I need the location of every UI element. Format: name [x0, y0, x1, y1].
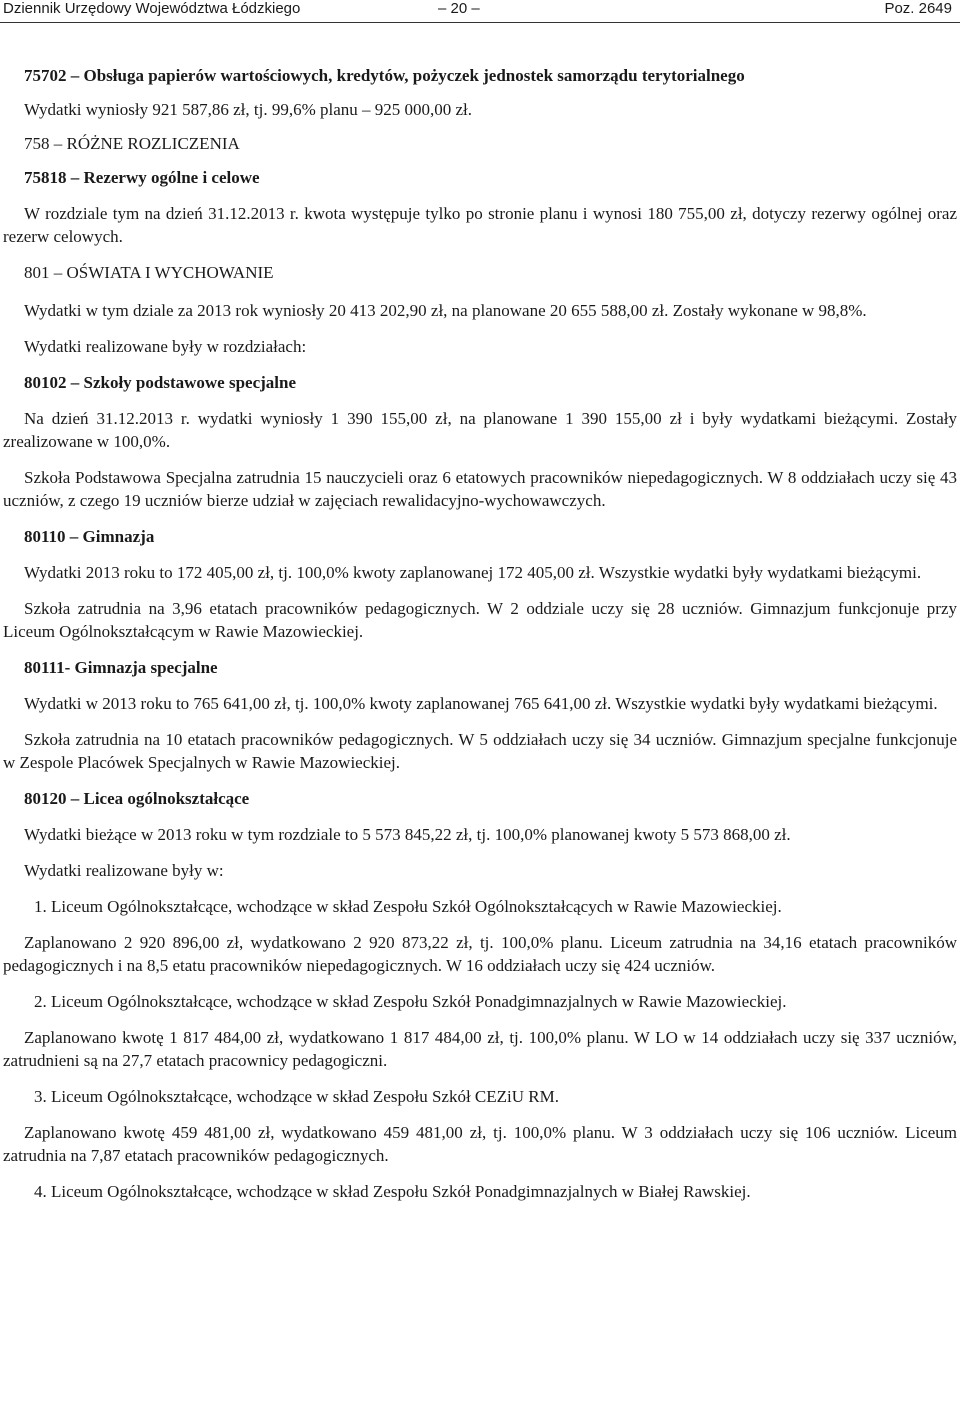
- paragraph: Szkoła zatrudnia na 3,96 etatach pracowników pedagogicznych. W 2 oddziale uczy się 28 uczniów. Gimnazjum funkcjonuje przy Liceum Ogólnokształcącym w Rawie Mazowieckiej.: [3, 599, 957, 641]
- section-heading: 80111- Gimnazja specjalne: [24, 658, 218, 677]
- paragraph: Zaplanowano kwotę 1 817 484,00 zł, wydatkowano 1 817 484,00 zł, tj. 100,0% planu. W LO w 14 oddziałach uczy się 337 uczniów, zatrudnieni są na 27,7 etatach pracownicy pedagogiczni.: [3, 1028, 957, 1070]
- paragraph: Na dzień 31.12.2013 r. wydatki wyniosły 1 390 155,00 zł, na planowane 1 390 155,00 zł i były wydatkami bieżącymi. Zostały zrealizowane w 100,0%.: [3, 409, 957, 451]
- paragraph: Wydatki 2013 roku to 172 405,00 zł, tj. 100,0% kwoty zaplanowanej 172 405,00 zł. Wszystkie wydatki były wydatkami bieżącymi.: [24, 563, 922, 582]
- position-number: Poz. 2649: [884, 0, 952, 17]
- header-divider: [0, 22, 960, 23]
- list-item: 1. Liceum Ogólnokształcące, wchodzące w skład Zespołu Szkół Ogólnokształcących w Rawie Mazowieckiej.: [34, 897, 782, 916]
- document-body: [3, 64, 957, 1203]
- list-item: 3. Liceum Ogólnokształcące, wchodzące w skład Zespołu Szkół CEZiU RM.: [34, 1087, 559, 1106]
- paragraph: Wydatki w 2013 roku to 765 641,00 zł, tj. 100,0% kwoty zaplanowanej 765 641,00 zł. Wszystkie wydatki były wydatkami bieżącymi.: [24, 694, 938, 713]
- paragraph: W rozdziale tym na dzień 31.12.2013 r. kwota występuje tylko po stronie planu i wynosi 180 755,00 zł, dotyczy rezerwy ogólnej oraz rezerw celowych.: [3, 204, 957, 246]
- list-item: 2. Liceum Ogólnokształcące, wchodzące w skład Zespołu Szkół Ponadgimnazjalnych w Rawie Mazowieckiej.: [34, 992, 787, 1011]
- paragraph: Wydatki wyniosły 921 587,86 zł, tj. 99,6% planu – 925 000,00 zł.: [24, 100, 473, 119]
- paragraph: Szkoła zatrudnia na 10 etatach pracowników pedagogicznych. W 5 oddziałach uczy się 34 uczniów. Gimnazjum specjalne funkcjonuje w Zespole Placówek Specjalnych w Rawie Mazowieckiej.: [3, 730, 957, 772]
- page-header: [0, 0, 960, 22]
- section-heading: 80110 – Gimnazja: [24, 527, 155, 546]
- list-item: 4. Liceum Ogólnokształcące, wchodzące w skład Zespołu Szkół Ponadgimnazjalnych w Białej Rawskiej.: [34, 1182, 751, 1201]
- section-heading: 80102 – Szkoły podstawowe specjalne: [24, 373, 297, 392]
- section-heading: 758 – RÓŻNE ROZLICZENIA: [24, 134, 240, 153]
- page-number: – 20 –: [438, 0, 480, 17]
- paragraph: Wydatki w tym dziale za 2013 rok wyniosły 20 413 202,90 zł, na planowane 20 655 588,00 zł. Zostały wykonane w 98,8%.: [24, 301, 867, 320]
- paragraph: Wydatki bieżące w 2013 roku w tym rozdziale to 5 573 845,22 zł, tj. 100,0% planowanej kwoty 5 573 868,00 zł.: [24, 825, 791, 844]
- section-heading: 75818 – Rezerwy ogólne i celowe: [24, 168, 260, 187]
- journal-title: Dziennik Urzędowy Województwa Łódzkiego: [3, 0, 301, 17]
- paragraph: Zaplanowano 2 920 896,00 zł, wydatkowano 2 920 873,22 zł, tj. 100,0% planu. Liceum zatrudnia na 34,16 etatach pracowników pedagogicznych i na 8,5 etatu pracowników niepedagogicznych. W 16 oddziałach uczy się 424 uczniów.: [3, 933, 957, 975]
- section-heading: 801 – OŚWIATA I WYCHOWANIE: [24, 263, 274, 282]
- paragraph: Szkoła Podstawowa Specjalna zatrudnia 15 nauczycieli oraz 6 etatowych pracowników niepedagogicznych. W 8 oddziałach uczy się 43 uczniów, z czego 19 uczniów bierze udział w zajęciach rewalidacyjno-wychowawczych.: [3, 468, 957, 510]
- paragraph: Wydatki realizowane były w rozdziałach:: [24, 337, 307, 356]
- section-heading: 80120 – Licea ogólnokształcące: [24, 789, 250, 808]
- paragraph: Zaplanowano kwotę 459 481,00 zł, wydatkowano 459 481,00 zł, tj. 100,0% planu. W 3 oddziałach uczy się 106 uczniów. Liceum zatrudnia na 7,87 etatach pracowników pedagogicznych.: [3, 1123, 957, 1165]
- paragraph: Wydatki realizowane były w:: [24, 861, 224, 880]
- section-heading: 75702 – Obsługa papierów wartościowych, kredytów, pożyczek jednostek samorządu terytorialnego: [24, 66, 745, 85]
